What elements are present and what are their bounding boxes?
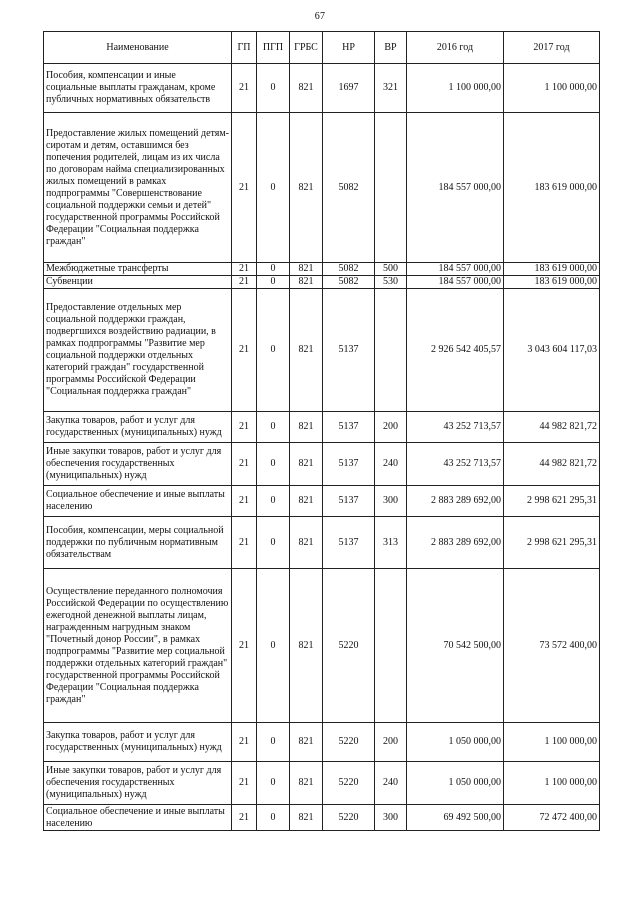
row-2016: 1 050 000,00 [407, 723, 504, 762]
row-vr [375, 569, 407, 723]
row-2017: 183 619 000,00 [504, 263, 600, 276]
row-gp: 21 [232, 762, 257, 805]
row-2016: 2 926 542 405,57 [407, 289, 504, 412]
row-2016: 1 100 000,00 [407, 64, 504, 113]
row-name: Пособия, компенсации, меры социальной поддержки по публичным нормативным обязательствам [44, 517, 232, 569]
row-2017: 44 982 821,72 [504, 443, 600, 486]
row-np: 5082 [323, 263, 375, 276]
header-grbs: ГРБС [290, 32, 323, 64]
row-2017: 1 100 000,00 [504, 762, 600, 805]
row-vr [375, 289, 407, 412]
row-name: Осуществление переданного полномочия Российской Федерации по осуществлению ежегодной денежной выплаты лицам, награжденным нагрудным знаком "Почетный донор России", в рамках подпрограммы "Развитие мер социальной поддержки отдельных категорий граждан" государственной программы Российской Федерации "Социальная поддержка граждан" [44, 569, 232, 723]
row-2017: 44 982 821,72 [504, 412, 600, 443]
row-np: 5137 [323, 517, 375, 569]
row-grbs: 821 [290, 113, 323, 263]
row-pgp: 0 [257, 113, 290, 263]
row-gp: 21 [232, 289, 257, 412]
row-2017: 183 619 000,00 [504, 113, 600, 263]
row-gp: 21 [232, 569, 257, 723]
table-row [44, 762, 600, 805]
row-grbs: 821 [290, 569, 323, 723]
row-vr: 240 [375, 762, 407, 805]
row-pgp: 0 [257, 412, 290, 443]
table-row [44, 805, 600, 831]
row-gp: 21 [232, 723, 257, 762]
header-name: Наименование [44, 32, 232, 64]
row-vr: 200 [375, 723, 407, 762]
header-gp: ГП [232, 32, 257, 64]
row-vr: 300 [375, 486, 407, 517]
row-name: Предоставление жилых помещений детям-сиротам и детям, оставшимся без попечения родителей, лицам из их числа по договорам найма специализированных жилых помещений в рамках подпрограммы "Совершенствование социальной поддержки семьи и детей" государственной программы Российской Федерации "Социальная поддержка граждан" [44, 113, 232, 263]
row-pgp: 0 [257, 569, 290, 723]
row-2016: 43 252 713,57 [407, 443, 504, 486]
row-pgp: 0 [257, 263, 290, 276]
row-grbs: 821 [290, 263, 323, 276]
row-gp: 21 [232, 412, 257, 443]
row-pgp: 0 [257, 517, 290, 569]
page-number: 67 [314, 11, 326, 22]
row-grbs: 821 [290, 443, 323, 486]
row-gp: 21 [232, 276, 257, 289]
row-2016: 69 492 500,00 [407, 805, 504, 831]
row-vr: 313 [375, 517, 407, 569]
row-np: 5220 [323, 723, 375, 762]
row-vr: 300 [375, 805, 407, 831]
budget-table [43, 31, 600, 831]
header-2017: 2017 год [504, 32, 600, 64]
row-pgp: 0 [257, 443, 290, 486]
row-grbs: 821 [290, 762, 323, 805]
row-name: Социальное обеспечение и иные выплаты населению [44, 486, 232, 517]
row-2017: 72 472 400,00 [504, 805, 600, 831]
table-row [44, 723, 600, 762]
row-name: Закупка товаров, работ и услуг для государственных (муниципальных) нужд [44, 723, 232, 762]
row-2017: 2 998 621 295,31 [504, 486, 600, 517]
row-grbs: 821 [290, 276, 323, 289]
row-pgp: 0 [257, 762, 290, 805]
row-np: 5082 [323, 276, 375, 289]
row-name: Социальное обеспечение и иные выплаты населению [44, 805, 232, 831]
table-row [44, 276, 600, 289]
row-2016: 184 557 000,00 [407, 263, 504, 276]
table-row [44, 64, 600, 113]
row-vr: 321 [375, 64, 407, 113]
row-vr: 530 [375, 276, 407, 289]
table-row [44, 113, 600, 263]
row-2017: 3 043 604 117,03 [504, 289, 600, 412]
row-2017: 2 998 621 295,31 [504, 517, 600, 569]
table-row [44, 569, 600, 723]
row-gp: 21 [232, 443, 257, 486]
row-pgp: 0 [257, 289, 290, 412]
row-np: 1697 [323, 64, 375, 113]
row-2016: 2 883 289 692,00 [407, 517, 504, 569]
row-np: 5220 [323, 762, 375, 805]
header-pgp: ПГП [257, 32, 290, 64]
row-2017: 183 619 000,00 [504, 276, 600, 289]
table-row [44, 517, 600, 569]
row-2016: 43 252 713,57 [407, 412, 504, 443]
row-name: Субвенции [44, 276, 232, 289]
table-row [44, 412, 600, 443]
row-grbs: 821 [290, 289, 323, 412]
row-2016: 184 557 000,00 [407, 276, 504, 289]
row-2016: 2 883 289 692,00 [407, 486, 504, 517]
row-pgp: 0 [257, 276, 290, 289]
row-2017: 73 572 400,00 [504, 569, 600, 723]
row-name: Закупка товаров, работ и услуг для государственных (муниципальных) нужд [44, 412, 232, 443]
row-name: Предоставление отдельных мер социальной поддержки граждан, подвергшихся воздействию радиации, в рамках подпрограммы "Развитие мер социальной поддержки отдельных категорий граждан" государственной программы Российской Федерации "Социальная поддержка граждан" [44, 289, 232, 412]
table-row [44, 263, 600, 276]
row-grbs: 821 [290, 805, 323, 831]
table-header-row [44, 32, 600, 64]
row-2016: 184 557 000,00 [407, 113, 504, 263]
row-np: 5137 [323, 289, 375, 412]
row-pgp: 0 [257, 64, 290, 113]
row-grbs: 821 [290, 723, 323, 762]
row-np: 5082 [323, 113, 375, 263]
header-np: НР [323, 32, 375, 64]
row-vr [375, 113, 407, 263]
row-gp: 21 [232, 263, 257, 276]
row-vr: 200 [375, 412, 407, 443]
row-gp: 21 [232, 805, 257, 831]
row-gp: 21 [232, 517, 257, 569]
row-np: 5137 [323, 486, 375, 517]
row-gp: 21 [232, 486, 257, 517]
row-grbs: 821 [290, 486, 323, 517]
row-2017: 1 100 000,00 [504, 64, 600, 113]
row-vr: 500 [375, 263, 407, 276]
row-np: 5220 [323, 805, 375, 831]
row-2017: 1 100 000,00 [504, 723, 600, 762]
header-2016: 2016 год [407, 32, 504, 64]
row-name: Межбюджетные трансферты [44, 263, 232, 276]
row-grbs: 821 [290, 64, 323, 113]
row-np: 5137 [323, 443, 375, 486]
row-grbs: 821 [290, 517, 323, 569]
row-name: Иные закупки товаров, работ и услуг для обеспечения государственных (муниципальных) нужд [44, 762, 232, 805]
row-2016: 1 050 000,00 [407, 762, 504, 805]
table-row [44, 443, 600, 486]
row-gp: 21 [232, 64, 257, 113]
row-pgp: 0 [257, 486, 290, 517]
row-vr: 240 [375, 443, 407, 486]
table-row [44, 289, 600, 412]
row-name: Пособия, компенсации и иные социальные выплаты гражданам, кроме публичных нормативных обязательств [44, 64, 232, 113]
row-pgp: 0 [257, 805, 290, 831]
row-pgp: 0 [257, 723, 290, 762]
row-np: 5137 [323, 412, 375, 443]
header-vr: ВР [375, 32, 407, 64]
table-row [44, 486, 600, 517]
row-grbs: 821 [290, 412, 323, 443]
row-2016: 70 542 500,00 [407, 569, 504, 723]
row-name: Иные закупки товаров, работ и услуг для обеспечения государственных (муниципальных) нужд [44, 443, 232, 486]
row-gp: 21 [232, 113, 257, 263]
row-np: 5220 [323, 569, 375, 723]
